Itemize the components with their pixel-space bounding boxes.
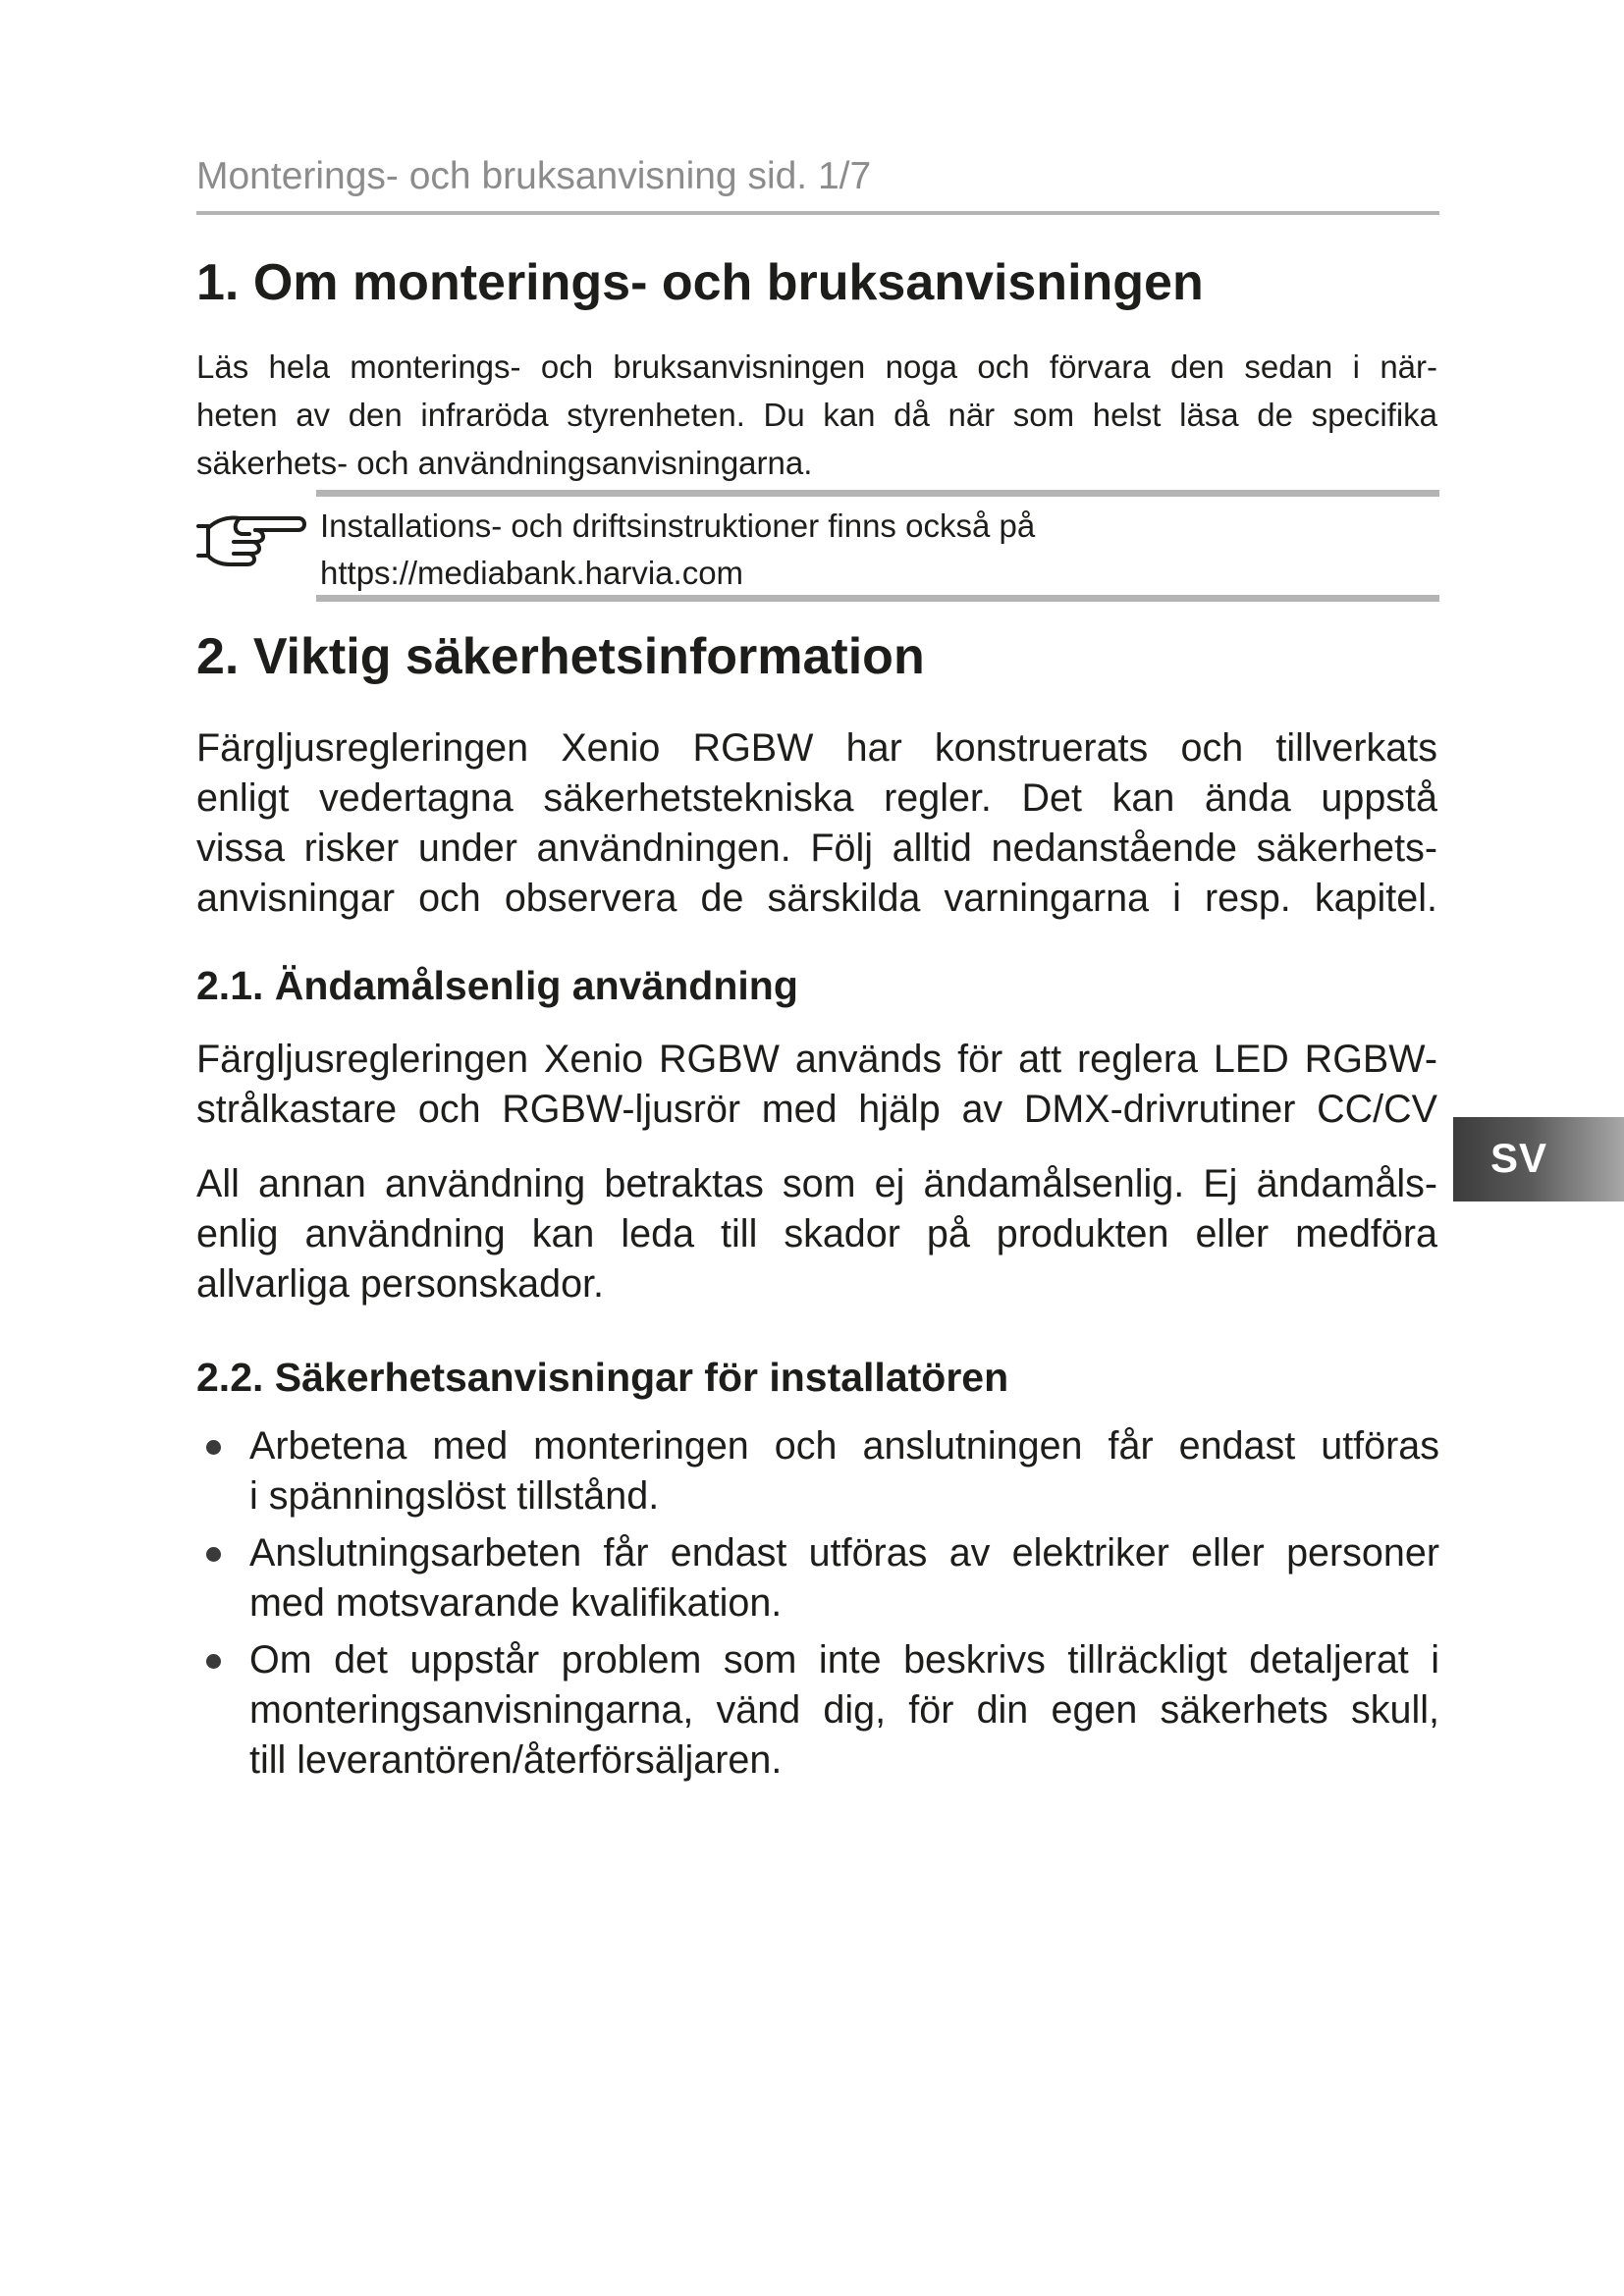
list-item-line: Anslutningsarbeten får endast utföras av elektriker eller personer [249,1531,1439,1575]
list-item [196,1421,1439,1522]
note-top-rule [316,490,1439,497]
page-header: Monterings- och bruksanvisning sid. 1/7 [196,155,872,197]
paragraph-line: All annan användning betraktas som ej ändamålsenlig. Ej ändamåls- [196,1162,1437,1205]
list-item-line: monteringsanvisningarna, vänd dig, för din egen säkerhets skull, [249,1688,1439,1732]
bullet-icon [206,1440,221,1455]
list-item-line: Arbetena med monteringen och anslutningen får endast utföras [249,1424,1439,1468]
bullet-icon [206,1654,221,1669]
paragraph-line: strålkastare och RGBW-ljusrör med hjälp av DMX-drivrutiner CC/CV [196,1088,1437,1131]
paragraph-line: anvisningar och observera de särskilda varningarna i resp. kapitel. [196,877,1437,920]
section-2-1-paragraph-2 [196,1159,1437,1309]
paragraph-line: enlig användning kan leda till skador på produkten eller medföra [196,1212,1437,1255]
paragraph-line: säkerhets- och användningsanvisningarna. [196,445,813,481]
paragraph-line: vissa risker under användningen. Följ alltid nedanstående säkerhets- [196,827,1437,870]
section-2-1-heading: 2.1. Ändamålsenlig användning [196,963,798,1008]
note-bottom-rule [316,595,1439,602]
section-2-paragraph [196,723,1437,924]
language-tab [1453,1117,1624,1201]
list-item-line: i spänningslöst tillstånd. [249,1474,660,1518]
section-1-heading: 1. Om monterings- och bruksanvisningen [196,254,1204,311]
paragraph-line: allvarliga personskador. [196,1262,604,1306]
pointing-hand-icon [194,507,306,571]
header-divider [196,211,1439,215]
list-item-line: Om det uppstår problem som inte beskrivs tillräckligt detaljerat i [249,1638,1439,1682]
language-tab-label: SV [1490,1135,1548,1181]
section-2-1-paragraph-1 [196,1035,1437,1135]
paragraph-line: Färgljusregleringen Xenio RGBW används för att reglera LED RGBW- [196,1038,1437,1081]
paragraph-line: enligt vedertagna säkerhetstekniska regler. Det kan ända uppstå [196,776,1437,820]
paragraph-line: Färgljusregleringen Xenio RGBW har konstruerats och tillverkats [196,726,1437,770]
mediabank-link[interactable]: https://mediabank.harvia.com [320,555,744,591]
paragraph-line: Läs hela monterings- och bruksanvisningen noga och förvara den sedan i när- [196,348,1437,385]
bullet-icon [206,1547,221,1562]
paragraph-line: heten av den infraröda styrenheten. Du kan då när som helst läsa de specifika [196,397,1437,433]
safety-bullet-list [196,1421,1439,1792]
list-item [196,1528,1439,1629]
section-2-2-heading: 2.2. Säkerhetsanvisningar för installatören [196,1355,1009,1400]
list-item-line: till leverantören/återförsäljaren. [249,1738,783,1782]
note-text [320,503,1035,597]
list-item [196,1635,1439,1786]
section-2-heading: 2. Viktig säkerhetsinformation [196,628,925,685]
note-line-1: Installations- och driftsinstruktioner finns också på [320,507,1036,544]
list-item-line: med motsvarande kvalifikation. [249,1581,783,1625]
section-1-paragraph [196,343,1437,487]
